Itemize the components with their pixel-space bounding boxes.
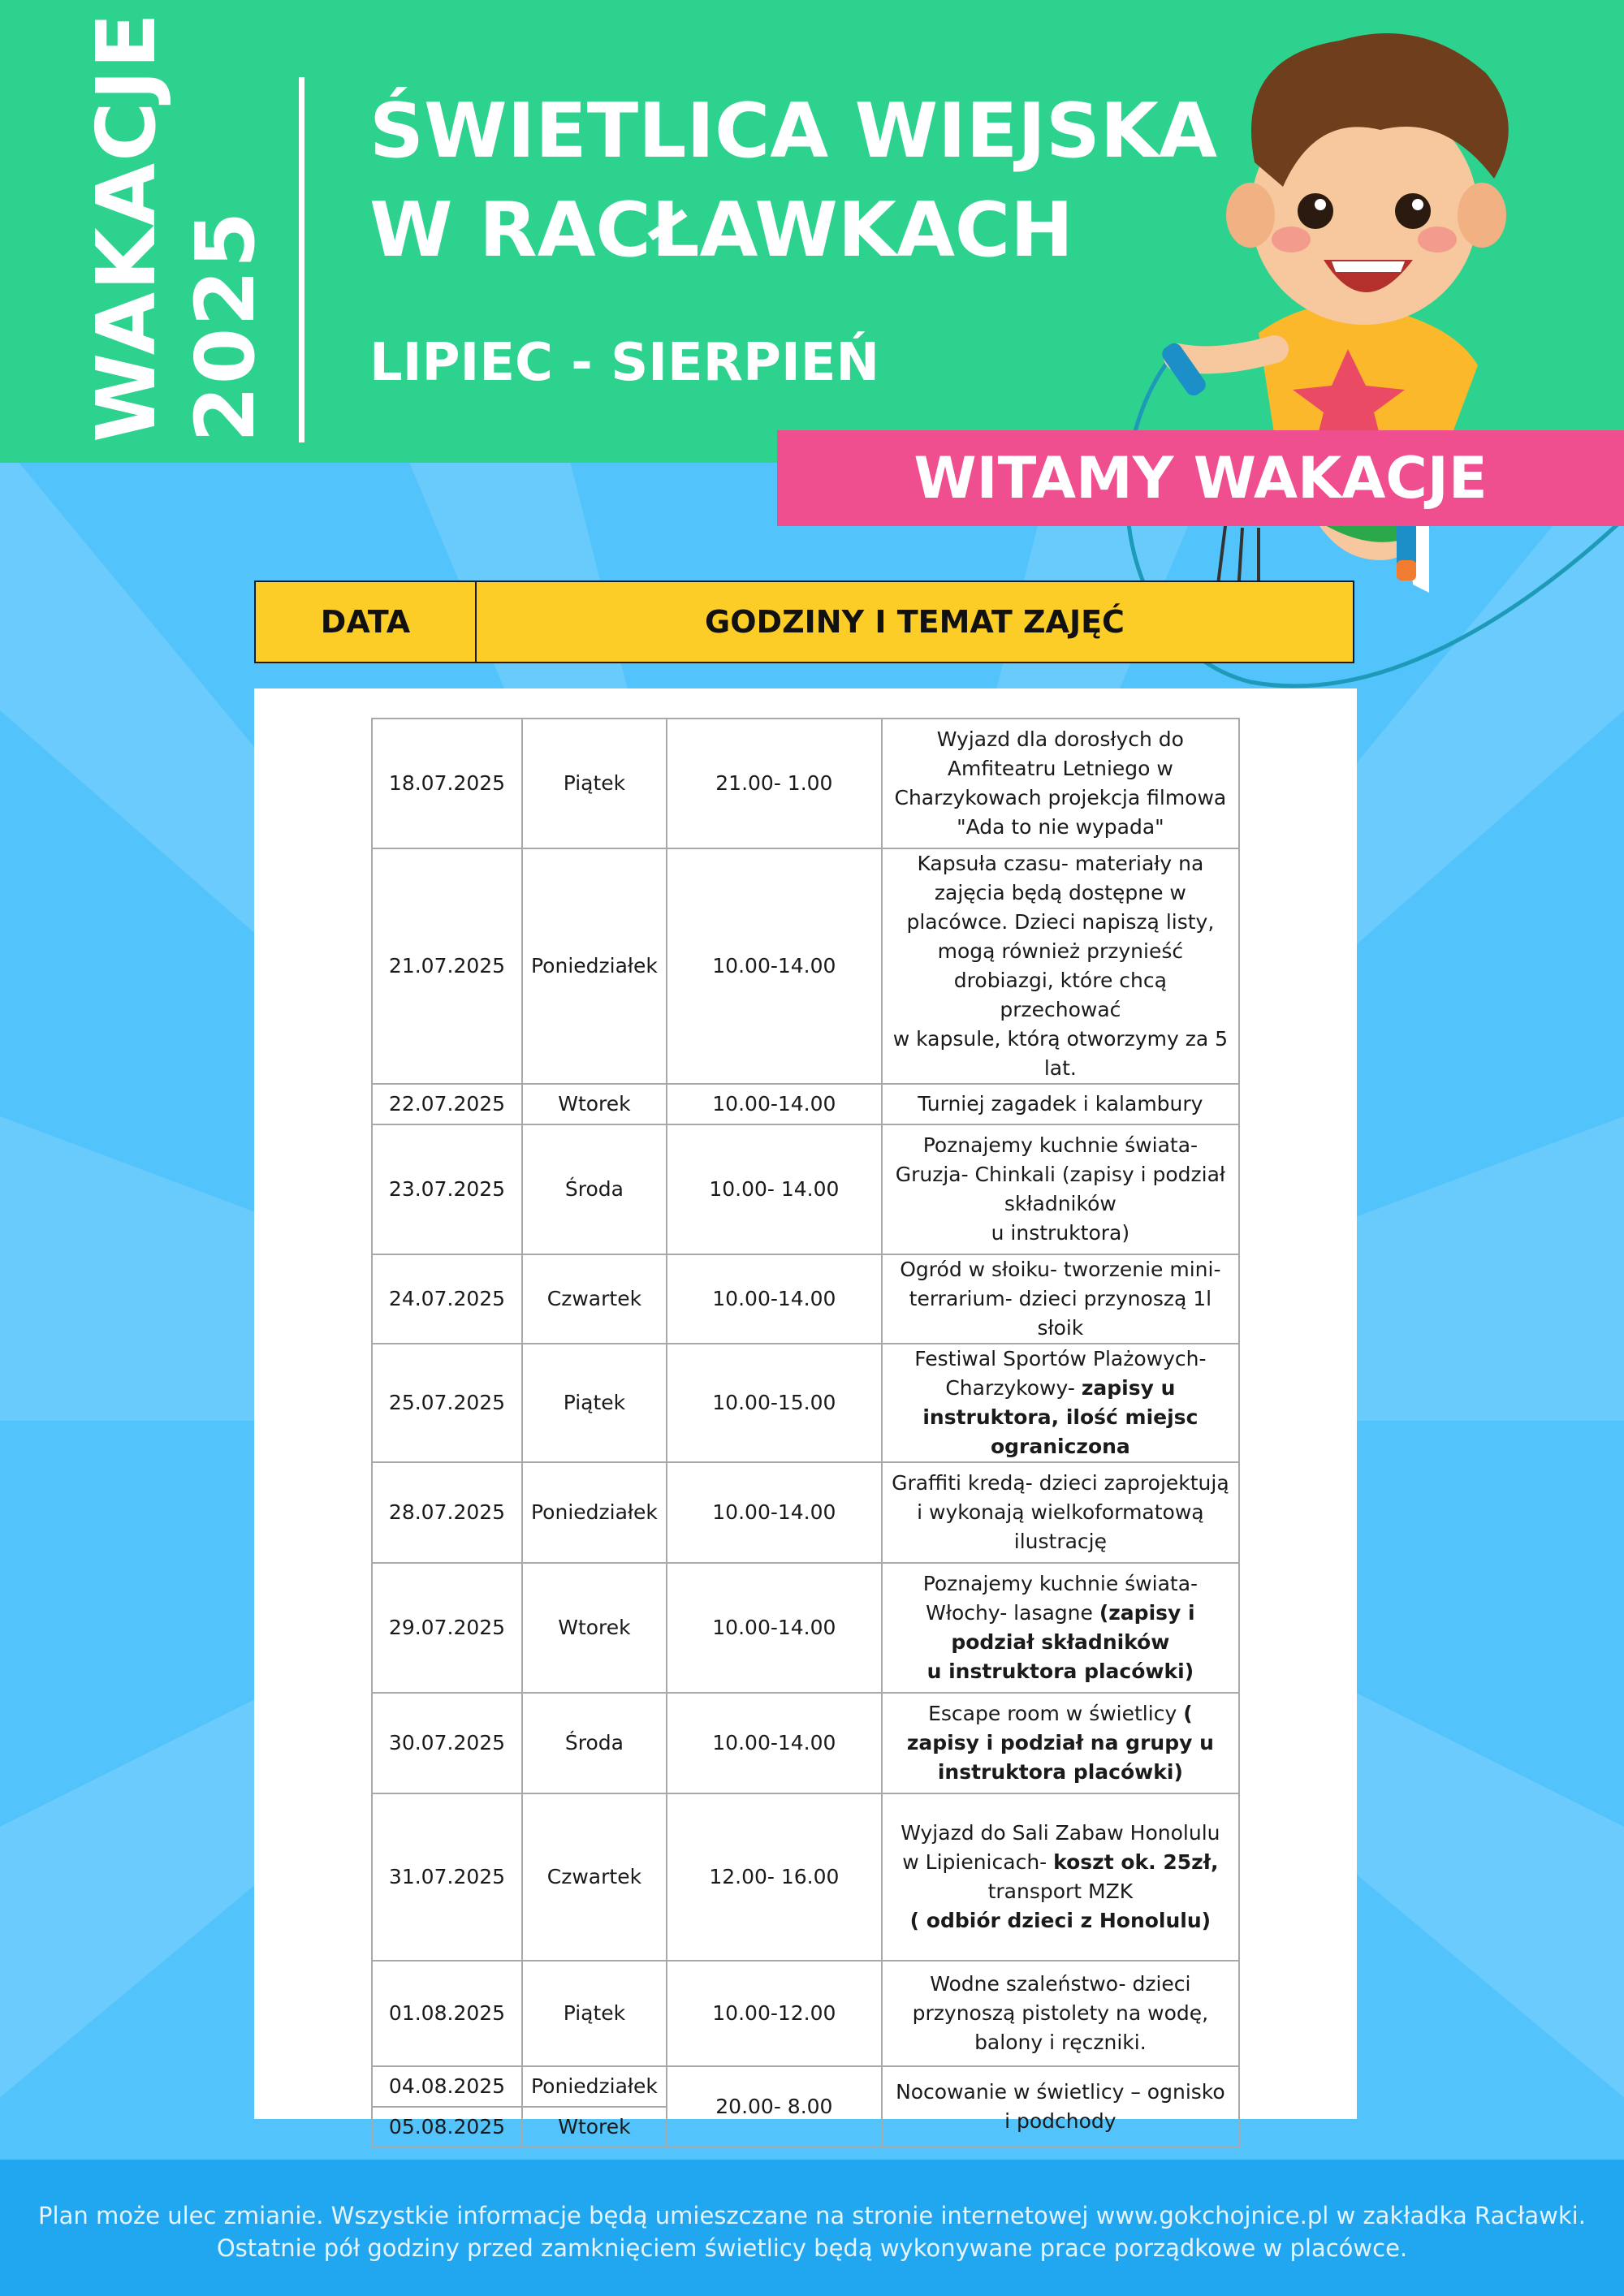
table-row	[372, 1563, 1239, 1693]
date-cell: 22.07.2025	[372, 1084, 522, 1124]
table-row	[372, 1084, 1239, 1124]
title-line1: ŚWIETLICA WIEJSKA	[369, 87, 1217, 175]
footer-line1: Plan może ulec zmianie. Wszystkie informacje będą umieszczane na stronie internetowej www.gokchojnice.pl w zakładka Racławki.	[38, 2202, 1586, 2229]
footer-line2: Ostatnie pół godziny przed zamknięciem świetlicy będą wykonywane prace porządkowe w placówce.	[216, 2234, 1408, 2262]
topic-cell: Escape room w świetlicy ( zapisy i podział na grupy u instruktora placówki)	[882, 1693, 1239, 1793]
date-cell: 04.08.2025	[372, 2066, 522, 2107]
table-row	[372, 2066, 1239, 2107]
day-cell: Wtorek	[522, 1563, 667, 1693]
day-cell: Czwartek	[522, 1793, 667, 1961]
topic-cell: Poznajemy kuchnie świata- Włochy- lasagne (zapisy i podział składników u instruktora placówki)	[882, 1563, 1239, 1693]
table-row	[372, 719, 1239, 848]
date-cell: 05.08.2025	[372, 2107, 522, 2147]
hours-cell: 12.00- 16.00	[667, 1793, 882, 1961]
vertical-title-line2: 2025	[178, 209, 273, 442]
topic-cell: Wyjazd do Sali Zabaw Honolulu w Lipienicach- koszt ok. 25zł, transport MZK ( odbiór dzieci z Honolulu)	[882, 1793, 1239, 1961]
hours-cell: 10.00-14.00	[667, 1693, 882, 1793]
topic-cell: Festiwal Sportów Plażowych- Charzykowy- zapisy u instruktora, ilość miejsc ograniczona	[882, 1344, 1239, 1462]
table-header	[254, 580, 1354, 663]
schedule-table	[371, 718, 1240, 2148]
table-row	[372, 1693, 1239, 1793]
welcome-banner: WITAMY WAKACJE	[777, 430, 1624, 526]
hours-cell: 10.00- 14.00	[667, 1124, 882, 1254]
date-cell: 28.07.2025	[372, 1462, 522, 1563]
hours-cell: 10.00-14.00	[667, 848, 882, 1084]
day-cell: Środa	[522, 1124, 667, 1254]
footer	[0, 2160, 1624, 2296]
hours-cell: 10.00-15.00	[667, 1344, 882, 1462]
hours-cell: 10.00-14.00	[667, 1084, 882, 1124]
day-cell: Poniedziałek	[522, 1462, 667, 1563]
day-cell: Czwartek	[522, 1254, 667, 1344]
topic-cell: Wyjazd dla dorosłych do Amfiteatru Letniego w Charzykowach projekcja filmowa "Ada to nie wypada"	[882, 719, 1239, 848]
table-row	[372, 1961, 1239, 2066]
day-cell: Wtorek	[522, 2107, 667, 2147]
hours-cell: 10.00-14.00	[667, 1254, 882, 1344]
header-divider	[299, 77, 304, 442]
table-row	[372, 1793, 1239, 1961]
day-cell: Poniedziałek	[522, 2066, 667, 2107]
date-cell: 21.07.2025	[372, 848, 522, 1084]
topic-cell: Ogród w słoiku- tworzenie mini-terrarium- dzieci przynoszą 1l słoik	[882, 1254, 1239, 1344]
table-row	[372, 1462, 1239, 1563]
hours-cell: 21.00- 1.00	[667, 719, 882, 848]
day-cell: Piątek	[522, 1961, 667, 2066]
hours-cell: 20.00- 8.00	[667, 2066, 882, 2147]
table-row	[372, 1344, 1239, 1462]
topic-cell: Turniej zagadek i kalambury	[882, 1084, 1239, 1124]
date-cell: 01.08.2025	[372, 1961, 522, 2066]
date-cell: 29.07.2025	[372, 1563, 522, 1693]
title-line2: W RACŁAWKACH	[369, 186, 1074, 274]
date-cell: 23.07.2025	[372, 1124, 522, 1254]
vertical-title	[77, 11, 275, 442]
page-subtitle: LIPIEC - SIERPIEŃ	[369, 333, 880, 393]
day-cell: Piątek	[522, 1344, 667, 1462]
topic-cell: Kapsuła czasu- materiały na zajęcia będą dostępne w placówce. Dzieci napiszą listy, mogą również przynieść drobiazgi, które chcą przechować w kapsule, którą otworzymy za 5 lat.	[882, 848, 1239, 1084]
topic-cell: Nocowanie w świetlicy – ognisko i podchody	[882, 2066, 1239, 2147]
hours-cell: 10.00-12.00	[667, 1961, 882, 2066]
date-cell: 24.07.2025	[372, 1254, 522, 1344]
date-cell: 30.07.2025	[372, 1693, 522, 1793]
day-cell: Środa	[522, 1693, 667, 1793]
topic-cell: Poznajemy kuchnie świata- Gruzja- Chinkali (zapisy i podział składników u instruktora)	[882, 1124, 1239, 1254]
table-row	[372, 1124, 1239, 1254]
day-cell: Poniedziałek	[522, 848, 667, 1084]
table-row	[372, 848, 1239, 1084]
table-row	[372, 1254, 1239, 1344]
vertical-title-line1: WAKACJE	[79, 11, 174, 442]
topic-cell: Wodne szaleństwo- dzieci przynoszą pistolety na wodę, balony i ręczniki.	[882, 1961, 1239, 2066]
header-date: DATA	[256, 582, 477, 662]
topic-cell: Graffiti kredą- dzieci zaprojektują i wykonają wielkoformatową ilustrację	[882, 1462, 1239, 1563]
date-cell: 25.07.2025	[372, 1344, 522, 1462]
hours-cell: 10.00-14.00	[667, 1563, 882, 1693]
date-cell: 31.07.2025	[372, 1793, 522, 1961]
date-cell: 18.07.2025	[372, 719, 522, 848]
header-topic: GODZINY I TEMAT ZAJĘĆ	[705, 604, 1125, 640]
day-cell: Wtorek	[522, 1084, 667, 1124]
day-cell: Piątek	[522, 719, 667, 848]
hours-cell: 10.00-14.00	[667, 1462, 882, 1563]
